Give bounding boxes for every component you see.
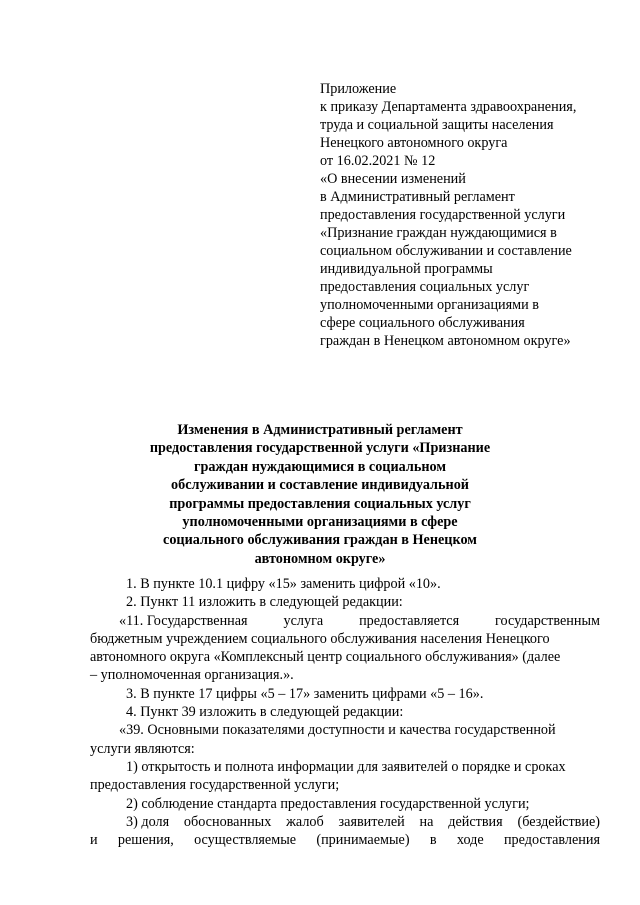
title-line: предоставления государственной услуги «Признание [149, 440, 491, 457]
paragraph-7-line-2: предоставления государственной услуги; [90, 777, 340, 794]
word: 3) доля [126, 813, 170, 830]
word: государственным [495, 612, 600, 629]
document-body [90, 575, 600, 849]
paragraph-3-line-4: – уполномоченная организация.». [90, 667, 294, 684]
paragraph-6-line-1: «39. Основными показателями доступности и качества государственной [119, 722, 556, 739]
paragraph-1: 1. В пункте 10.1 цифру «15» заменить цифрой «10». [126, 576, 441, 592]
appendix-line: граждан в Ненецком автономном округе» [320, 333, 571, 349]
title-line: граждан нуждающимися в социальном [194, 458, 446, 475]
paragraph-9-line-2 [90, 831, 600, 849]
word: предоставляется [359, 612, 460, 629]
title-line: программы предоставления социальных услуг [169, 495, 471, 512]
paragraph-7-line-1: 1) открытость и полнота информации для заявителей о порядке и сроках [126, 758, 566, 775]
paragraph-5: 4. Пункт 39 изложить в следующей редакции: [126, 704, 404, 721]
appendix-line: в Административный регламент [320, 189, 515, 205]
appendix-line: индивидуальной программы [320, 261, 493, 277]
appendix-line: от 16.02.2021 № 12 [320, 153, 436, 169]
appendix-line: сфере социального обслуживания [320, 315, 525, 331]
word: (бездействие) [517, 813, 600, 830]
word: услуга [283, 612, 324, 629]
title-line: обслуживании и составление индивидуальной [171, 477, 469, 494]
appendix-header [320, 80, 620, 350]
word: осуществляемые [194, 832, 297, 849]
title-line: уполномоченными организациями в сфере [182, 514, 458, 531]
word: обоснованных [183, 813, 272, 830]
appendix-line: труда и социальной защиты населения [320, 117, 554, 133]
paragraph-9-line-1 [90, 813, 600, 831]
paragraph-6-line-2: услуги являются: [90, 740, 195, 757]
appendix-line: к приказу Департамента здравоохранения, [320, 99, 577, 115]
paragraph-3-line-1 [90, 612, 600, 630]
word: в [429, 832, 437, 849]
word: жалоб [286, 813, 324, 830]
word: ходе [456, 832, 484, 849]
word: заявителей [338, 813, 405, 830]
word: и [90, 832, 98, 849]
word: предоставления [503, 832, 600, 849]
word: «11. Государственная [119, 612, 248, 629]
appendix-line: «Признание граждан нуждающимися в [320, 225, 557, 241]
word: на [419, 813, 434, 830]
word: действия [448, 813, 503, 830]
appendix-line: социальном обслуживании и составление [320, 243, 572, 259]
appendix-line: предоставления социальных услуг [320, 279, 530, 295]
title-line: социального обслуживания граждан в Ненецком [163, 532, 477, 549]
appendix-line: Приложение [320, 81, 397, 97]
paragraph-8: 2) соблюдение стандарта предоставления государственной услуги; [126, 795, 530, 812]
appendix-line: предоставления государственной услуги [320, 207, 566, 223]
document-title [130, 421, 510, 568]
appendix-line: Ненецкого автономного округа [320, 135, 508, 151]
word: решения, [117, 832, 174, 849]
appendix-line: уполномоченными организациями в [320, 297, 539, 313]
paragraph-4: 3. В пункте 17 цифры «5 – 17» заменить цифрами «5 – 16». [126, 685, 484, 702]
paragraph-3-line-2: бюджетным учреждением социального обслуживания населения Ненецкого [90, 630, 550, 647]
paragraph-3-line-3: автономного округа «Комплексный центр социального обслуживания» (далее [90, 649, 561, 666]
appendix-line: «О внесении изменений [320, 171, 466, 187]
title-line: Изменения в Административный регламент [177, 422, 463, 438]
paragraph-2: 2. Пункт 11 изложить в следующей редакции: [126, 594, 403, 611]
title-line: автономном округе» [254, 550, 386, 567]
word: (принимаемые) [316, 832, 410, 849]
